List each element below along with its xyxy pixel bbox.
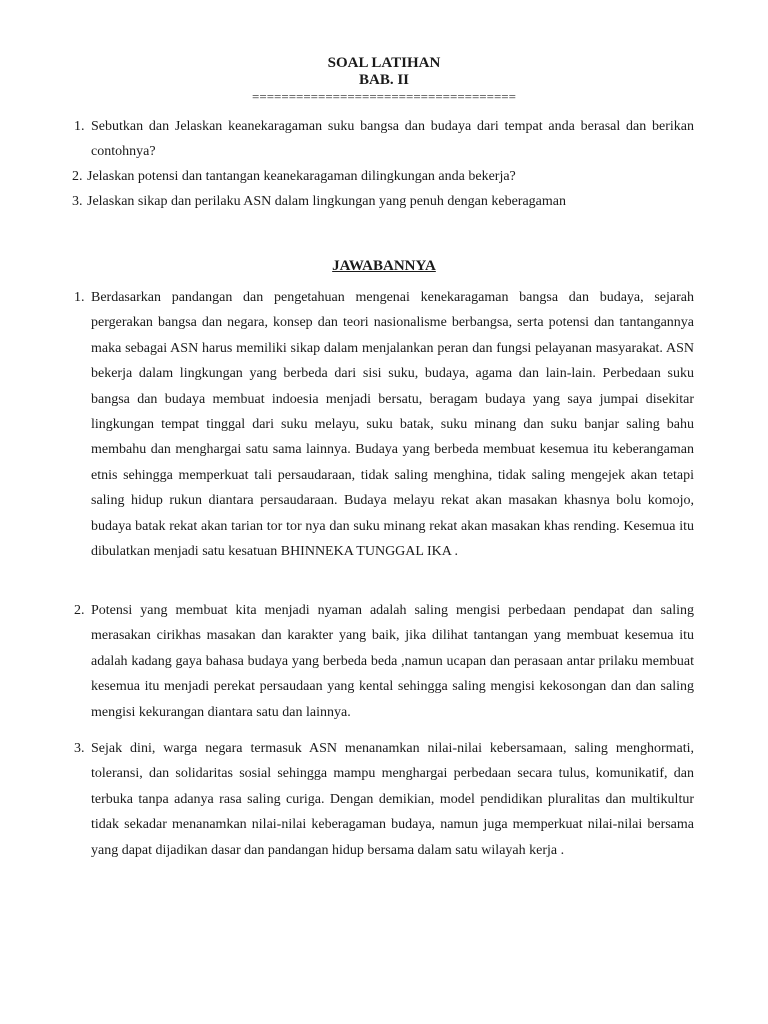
answer-2 [74, 598, 694, 725]
question-2 [72, 164, 694, 189]
question-text: Sebutkan dan Jelaskan keanekaragaman suku bangsa dan budaya dari tempat anda berasal dan berikan contohnya? [91, 119, 694, 159]
answer-3 [74, 736, 694, 863]
question-text: Jelaskan potensi dan tantangan keanekaragaman dilingkungan anda bekerja? [87, 169, 516, 184]
question-number: 1. [74, 119, 85, 134]
answer-number: 3. [74, 741, 85, 756]
question-3 [72, 189, 694, 214]
answer-number: 1. [74, 290, 85, 305]
question-number: 2. [72, 169, 83, 184]
question-1 [74, 114, 694, 164]
answer-1 [74, 285, 694, 564]
answer-text: Sejak dini, warga negara termasuk ASN menanamkan nilai-nilai kebersamaan, saling menghormati, toleransi, dan solidaritas sosial sehingga mampu menghargai perbedaan secara tulus, komunikatif, dan terbuka tanpa adanya rasa saling curiga. Dengan demikian, model pendidikan pluralitas dan multikultur tidak sekadar menanamkan nilai-nilai keberagaman budaya, namun juga memperkuat nilai-nilai bersama yang dapat dijadikan dasar dan pandangan hidup bersama dalam satu wilayah kerja . [91, 741, 694, 858]
document-title: SOAL LATIHAN [327, 55, 441, 71]
document-subtitle: BAB. II [358, 72, 410, 88]
answer-text: Berdasarkan pandangan dan pengetahuan mengenai kenekaragaman bangsa dan budaya, sejarah pergerakan bangsa dan negara, konsep dan teori nasionalisme berbangsa, serta potensi dan tantangannya maka sebagai ASN harus memiliki sikap dalam menjalankan peran dan fungsi pelayanan masyarakat. ASN bekerja dalam lingkungan yang berbeda dari sisi suku, budaya, agama dan lain-lain. Perbedaan suku bangsa dan budaya membuat indoesia menjadi bersatu, beragam budaya yang saya jumpai disekitar lingkungan tempat tinggal dari suku melayu, suku batak, suku minang dan suku banjar saling bahu membahu dan menghargai satu sama lainnya. Budaya yang berbeda membuat kesemua itu keberangaman etnis sehingga memperkuat tali persaudaraan, tidak saling menghina, tidak saling mengejek akan tetapi saling hidup rukun diantara persaudaraan. Budaya melayu rekat akan masakan khasnya bolu komojo, budaya batak rekat akan tarian tor tor nya dan suku minang rekat akan masakan khas rending. Kesemua itu dibulatkan menjadi satu kesatuan BHINNEKA TUNGGAL IKA . [91, 290, 694, 560]
question-number: 3. [72, 194, 83, 209]
answer-number: 2. [74, 603, 85, 618]
answer-text: Potensi yang membuat kita menjadi nyaman adalah saling mengisi perbedaan pendapat dan saling merasakan cirikhas masakan dan karakter yang baik, jika dilihat tantangan yang membuat kesemua itu adalah kadang gaya bahasa budaya yang berbeda beda ,namun ucapan dan perasaan antar prilaku membuat kesemua itu menjadi perekat persaudaan yang kental sehingga saling mengisi kekosongan dan dan saling mengisi kekurangan diantara satu dan lainnya. [91, 603, 694, 720]
separator-rule: ==================================== [252, 89, 516, 104]
answers-heading: JAWABANNYA [332, 258, 436, 274]
question-text: Jelaskan sikap dan perilaku ASN dalam lingkungan yang penuh dengan keberagaman [87, 194, 566, 209]
